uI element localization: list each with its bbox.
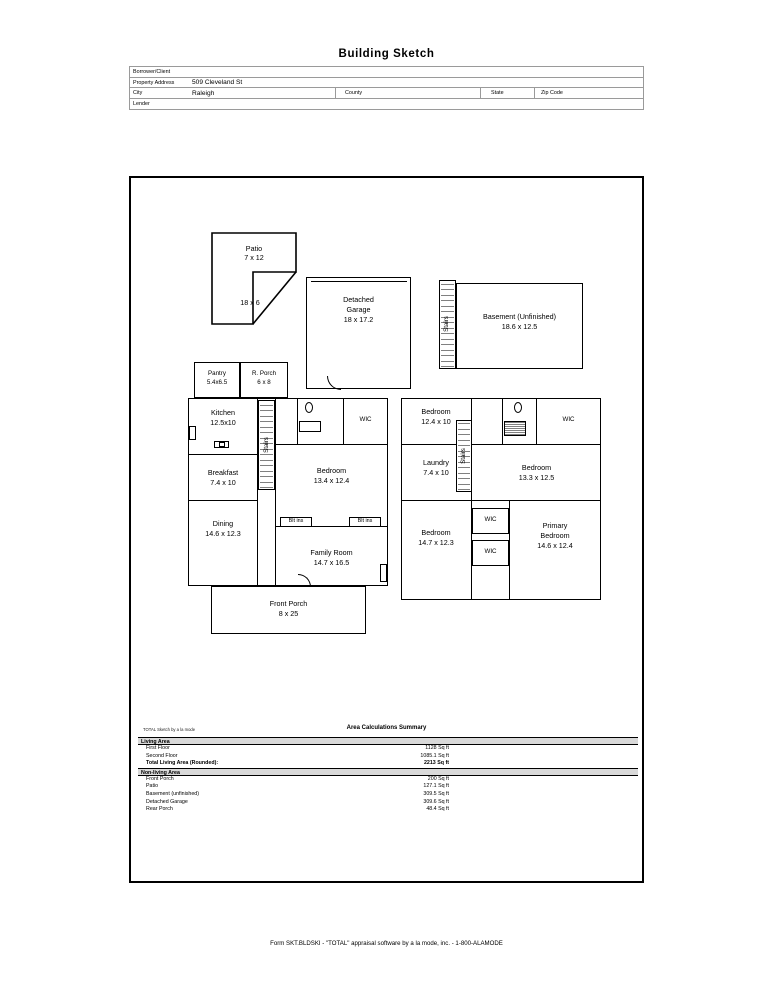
tub-fixture-1 xyxy=(299,421,321,432)
bedroom-right-label: Bedroom xyxy=(521,463,552,472)
toilet-fixture-1 xyxy=(305,402,313,413)
builtin-left-label: Blt ins xyxy=(288,518,304,524)
basement-dims: 18.6 x 12.5 xyxy=(501,322,538,331)
bedroom-front-label: Bedroom xyxy=(316,466,347,475)
basement-label: Basement (Unfinished) xyxy=(482,312,557,321)
area-row-patio xyxy=(138,783,638,791)
area-row-total-living-label: Total Living Area (Rounded): xyxy=(146,760,219,767)
area-row-first-floor-value: 1128 Sq ft xyxy=(425,745,449,751)
property-header-table xyxy=(129,66,644,110)
second-floor-stairs-label: Stairs xyxy=(460,448,467,464)
detached-garage-label-line2: Garage xyxy=(346,305,371,314)
bedroom-upper-left-label: Bedroom xyxy=(421,407,451,416)
header-row-address xyxy=(130,78,643,89)
city-label: City xyxy=(133,90,143,96)
patio-label: Patio xyxy=(245,244,263,253)
building-sketch-canvas xyxy=(129,176,644,883)
primary-bedroom-label-line2: Bedroom xyxy=(540,531,570,540)
area-row-front-porch-label: Front Porch xyxy=(146,775,174,782)
area-row-rear-porch-value: 48.4 Sq ft xyxy=(426,806,449,813)
divider-city-county xyxy=(335,88,336,98)
bedroom-upper-left-dims: 12.4 x 10 xyxy=(421,417,451,426)
bedroom-front-dims: 13.4 x 12.4 xyxy=(313,476,350,485)
area-row-basement xyxy=(138,791,638,799)
area-row-rear-porch xyxy=(138,806,638,814)
primary-bedroom-label-line1: Primary xyxy=(542,521,568,530)
lender-label: Lender xyxy=(133,100,150,107)
rear-porch-label: R. Porch xyxy=(251,370,277,377)
front-porch-dims: 8 x 25 xyxy=(278,609,299,618)
area-row-detached-garage-value: 309.6 Sq ft xyxy=(423,798,449,805)
page-title: Building Sketch xyxy=(338,48,435,60)
divider-state-zip xyxy=(534,88,535,98)
address-value: 509 Cleveland St xyxy=(192,79,243,86)
laundry-dims: 7.4 x 10 xyxy=(423,468,449,477)
detached-garage-dims: 18 x 17.2 xyxy=(343,315,374,324)
area-row-second-floor-value: 1085.1 Sq ft xyxy=(420,752,449,759)
dining-label: Dining xyxy=(212,519,234,528)
city-value: Raleigh xyxy=(192,89,215,97)
area-row-second-floor-label: Second Floor xyxy=(146,752,178,759)
area-row-total-living-value: 2213 Sq ft xyxy=(423,760,449,767)
area-row-patio-label: Patio xyxy=(146,783,159,790)
rear-porch-dims: 6 x 8 xyxy=(257,379,271,386)
first-floor-stairs-label: Stairs xyxy=(263,437,270,453)
kitchen-label: Kitchen xyxy=(211,408,235,417)
pantry-label: Pantry xyxy=(208,370,226,377)
dining-dims: 14.6 x 12.3 xyxy=(205,529,241,538)
area-row-first-floor xyxy=(138,745,638,753)
wic-4-label: WIC xyxy=(484,548,497,555)
sketch-credit: TOTAL Sketch by a la mode xyxy=(143,727,196,732)
borrower-label: Borrower/Client xyxy=(133,69,171,75)
area-row-basement-value: 309.5 Sq ft xyxy=(423,790,449,797)
patio-secondary-dims: 18 x 6 xyxy=(240,298,260,307)
address-label: Property Address xyxy=(133,79,175,86)
county-label: County xyxy=(345,90,363,96)
laundry-label: Laundry xyxy=(423,458,449,467)
header-row-borrower xyxy=(130,67,643,78)
family-room-fireplace xyxy=(380,564,387,582)
area-row-first-floor-label: First Floor xyxy=(146,745,170,751)
shower-fixture xyxy=(504,421,526,436)
area-summary-title: Area Calculations Summary xyxy=(346,725,427,731)
detached-garage-label-line1: Detached xyxy=(343,295,374,304)
kitchen-dims: 12.5x10 xyxy=(210,418,236,427)
kitchen-sink-fixture xyxy=(189,426,196,440)
divider-county-state xyxy=(480,88,481,98)
wic-1-label: WIC xyxy=(359,416,372,423)
detached-garage xyxy=(306,277,411,389)
pantry-dims: 5.4x6.5 xyxy=(206,379,228,386)
area-row-second-floor xyxy=(138,753,638,761)
family-room-dims: 14.7 x 16.5 xyxy=(313,558,350,567)
bedroom-right-dims: 13.3 x 12.5 xyxy=(518,473,555,482)
area-row-rear-porch-label: Rear Porch xyxy=(146,806,173,813)
bedroom-lower-left-label: Bedroom xyxy=(421,528,451,537)
header-row-city xyxy=(130,88,643,99)
area-row-detached-garage-label: Detached Garage xyxy=(146,798,188,805)
area-row-front-porch-value: 200 Sq ft xyxy=(427,775,449,782)
area-row-front-porch xyxy=(138,776,638,784)
breakfast-dims: 7.4 x 10 xyxy=(210,478,236,487)
toilet-fixture-2 xyxy=(514,402,522,413)
zip-label: Zip Code xyxy=(541,90,563,96)
bedroom-lower-left-dims: 14.7 x 12.3 xyxy=(418,538,454,547)
second-floor-outline xyxy=(401,398,601,600)
family-room-label: Family Room xyxy=(310,548,353,557)
area-row-basement-label: Basement (unfinished) xyxy=(146,790,199,797)
wic-2-label: WIC xyxy=(562,416,575,423)
area-row-total-living xyxy=(138,760,638,768)
area-row-detached-garage xyxy=(138,799,638,807)
header-row-lender xyxy=(130,99,643,110)
nonliving-area-header: Non-living Area xyxy=(138,768,638,776)
basement-stairs-label: Stairs xyxy=(443,316,450,332)
front-porch-label: Front Porch xyxy=(269,599,308,608)
area-summary-table xyxy=(138,737,638,814)
area-row-patio-value: 127.1 Sq ft xyxy=(423,783,449,790)
patio-dims: 7 x 12 xyxy=(244,253,264,262)
breakfast-label: Breakfast xyxy=(207,468,239,477)
form-footer: Form SKT.BLDSKI - "TOTAL" appraisal software by a la mode, inc. - 1-800-ALAMODE xyxy=(270,940,503,947)
builtin-right-label: Blt ins xyxy=(357,518,373,524)
kitchen-counter-fixture xyxy=(219,442,225,447)
primary-bedroom-dims: 14.6 x 12.4 xyxy=(537,541,573,550)
state-label: State xyxy=(491,90,504,96)
wic-3-label: WIC xyxy=(484,516,497,523)
living-area-header: Living Area xyxy=(138,737,638,745)
